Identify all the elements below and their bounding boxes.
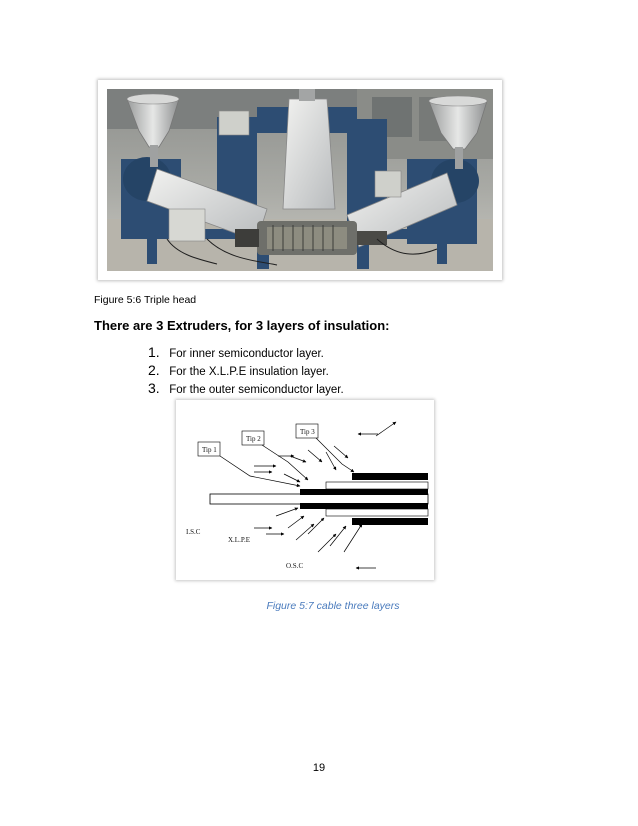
list-item-text: For inner semiconductor layer. (169, 348, 324, 360)
tip-1-label: Tip 1 (202, 446, 217, 454)
list-item (148, 361, 344, 379)
tip-2-label: Tip 2 (246, 435, 261, 443)
triple-head-photo-frame (98, 80, 502, 280)
triple-head-photo (107, 89, 493, 271)
inner-semiconductor-layer (300, 489, 428, 495)
outer-semiconductor-layer (352, 473, 428, 480)
osc-label: O.S.C (286, 562, 304, 570)
figure-5-7-caption-row (0, 600, 638, 612)
figure-5-7-caption: Figure 5:7 cable three layers (266, 600, 400, 612)
list-item-number: 2. (148, 362, 160, 378)
outer-semiconductor-layer (352, 518, 428, 525)
extruders-heading: There are 3 Extruders, for 3 layers of insulation: (94, 318, 390, 333)
figure-5-6-caption: Figure 5:6 Triple head (94, 294, 197, 306)
list-item-text: For the X.L.P.E insulation layer. (169, 366, 329, 378)
layers-list (148, 343, 344, 397)
conductor-bar (210, 494, 428, 504)
page-number: 19 (312, 762, 326, 774)
xlpe-layer (326, 509, 428, 516)
list-item-number: 3. (148, 380, 160, 396)
isc-label: I.S.C (186, 528, 201, 536)
cable-layers-diagram-frame (176, 400, 434, 580)
cable-layers-diagram (176, 400, 434, 580)
xlpe-layer (326, 482, 428, 489)
list-item-text: For the outer semiconductor layer. (169, 384, 344, 396)
inner-semiconductor-layer (300, 503, 428, 509)
xlpe-label: X.L.P.E (228, 536, 250, 544)
list-item (148, 343, 344, 361)
list-item-number: 1. (148, 344, 160, 360)
list-item (148, 379, 344, 397)
tip-3-label: Tip 3 (300, 428, 315, 436)
